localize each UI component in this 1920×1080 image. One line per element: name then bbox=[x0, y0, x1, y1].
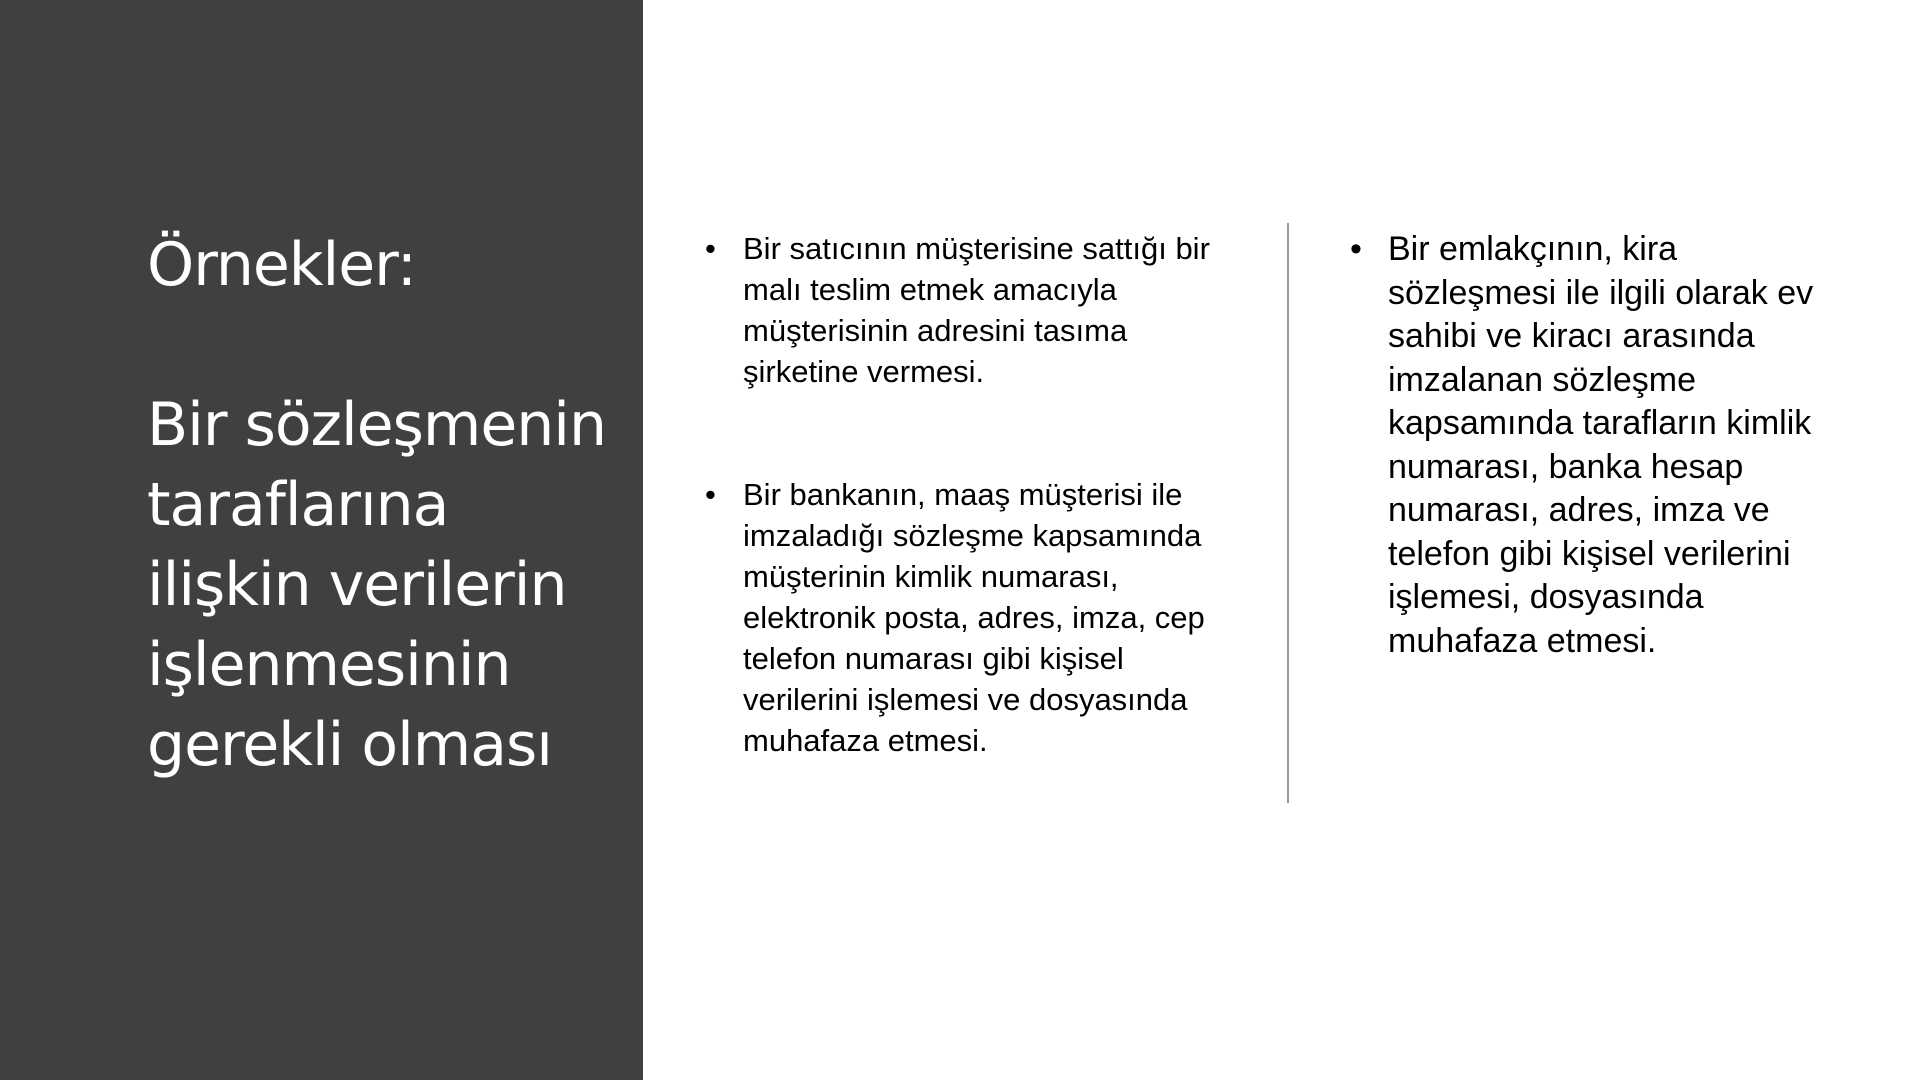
list-item bbox=[1350, 228, 1850, 663]
list-item-text: Bir emlakçının, kira sözleşmesi ile ilgili olarak ev sahibi ve kiracı arasında imzalanan sözleşme kapsamında tarafların kimlik numarası, banka hesap numarası, adres, imza ve telefon gibi kişisel verilerini işlemesi, dosyasında muhafaza etmesi. bbox=[1388, 230, 1814, 660]
title-spacer bbox=[147, 305, 617, 385]
bullet-icon: • bbox=[1350, 230, 1362, 268]
title-heading: Örnekler: bbox=[147, 230, 416, 300]
content-column-right bbox=[1350, 228, 1850, 663]
list-item bbox=[705, 228, 1225, 392]
bullet-list-right bbox=[1350, 228, 1850, 663]
bullet-icon: • bbox=[705, 477, 716, 512]
list-item-text: Bir satıcının müşterisine sattığı bir malı teslim etmek amacıyla müşterisinin adresini tasıma şirketine vermesi. bbox=[743, 231, 1210, 389]
list-item-text: Bir bankanın, maaş müşterisi ile imzaladığı sözleşme kapsamında müşterinin kimlik numarası, elektronik posta, adres, imza, cep telefon numarası gibi kişisel verilerini işlemesi ve dosyasında muhafaza etmesi. bbox=[743, 477, 1205, 758]
content-column-left bbox=[705, 228, 1225, 761]
column-divider bbox=[1287, 223, 1289, 803]
title-subheading: Bir sözleşmenin taraflarına ilişkin verilerin işlenmesinin gerekli olması bbox=[147, 390, 606, 780]
list-item bbox=[705, 474, 1225, 761]
bullet-icon: • bbox=[705, 231, 716, 266]
title-panel bbox=[0, 0, 643, 1080]
slide-title bbox=[147, 225, 617, 785]
bullet-list-left bbox=[705, 228, 1225, 761]
